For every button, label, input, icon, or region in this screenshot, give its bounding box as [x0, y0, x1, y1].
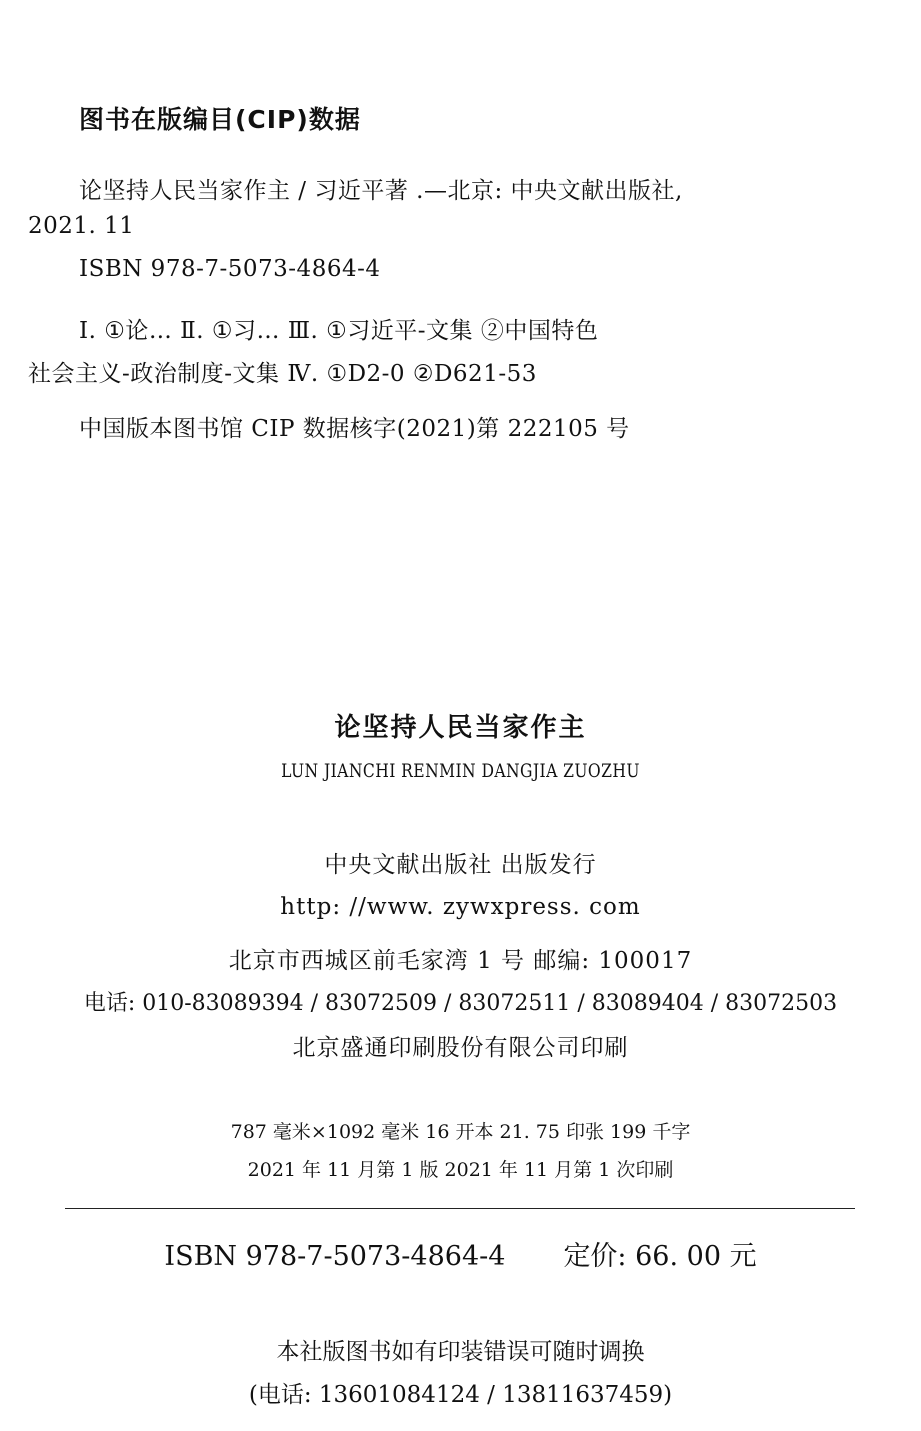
format-specs: 787 毫米×1092 毫米 16 开本 21. 75 印张 199 千字 [230, 1121, 691, 1143]
cip-classification-line-2: 社会主义-政治制度-文集 Ⅳ. ①D2-0 ②D621-53 [28, 361, 537, 387]
replacement-phone: (电话: 13601084124 / 13811637459) [248, 1382, 673, 1408]
publisher-phone: 电话: 010-83089394 / 83072509 / 83072511 / 83089404 / 83072503 [83, 991, 838, 1016]
divider-line [65, 1208, 855, 1209]
publisher-address: 北京市西城区前毛家湾 1 号 邮编: 100017 [228, 948, 693, 974]
price: 定价: 66. 00 元 [563, 1241, 757, 1272]
cip-verification: 中国版本图书馆 CIP 数据核字(2021)第 222105 号 [79, 416, 630, 442]
cip-heading: 图书在版编目(CIP)数据 [79, 105, 361, 134]
edition-info: 2021 年 11 月第 1 版 2021 年 11 月第 1 次印刷 [247, 1159, 674, 1181]
isbn-price-row [0, 1234, 921, 1273]
cip-isbn: ISBN 978-7-5073-4864-4 [79, 256, 381, 282]
cip-classification-line-1: Ⅰ. ①论… Ⅱ. ①习… Ⅲ. ①习近平-文集 ②中国特色 [79, 318, 599, 344]
replacement-notice: 本社版图书如有印装错误可随时调换 [276, 1339, 645, 1365]
book-title: 论坚持人民当家作主 [334, 713, 587, 743]
book-pinyin-title: LUN JIANCHI RENMIN DANGJIA ZUOZHU [281, 760, 640, 782]
cip-entry-line-1: 论坚持人民当家作主 / 习近平著 .—北京: 中央文献出版社, [79, 178, 683, 204]
isbn-number: ISBN 978-7-5073-4864-4 [164, 1241, 506, 1272]
printer-name: 北京盛通印刷股份有限公司印刷 [292, 1035, 629, 1061]
publisher-name: 中央文献出版社 出版发行 [324, 852, 597, 878]
cip-entry-line-2: 2021. 11 [28, 213, 135, 239]
publisher-url: http: //www. zywxpress. com [280, 894, 641, 920]
